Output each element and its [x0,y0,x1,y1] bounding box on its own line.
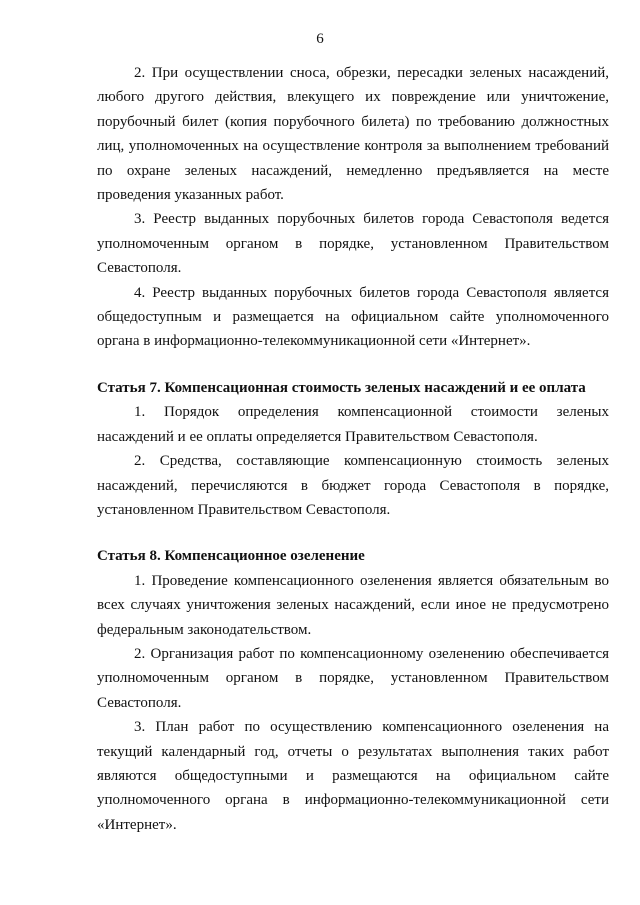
paragraph: 4. Реестр выданных порубочных билетов города Севастополя является общедоступным и размещается на официальном сайте уполномоченного органа в информационно-телекоммуникационной сети «Интернет». [97,284,609,350]
paragraph: 2. Организация работ по компенсационному озеленению обеспечивается уполномоченным органом в порядке, установленном Правительством Севастополя. [97,645,609,711]
paragraph: 1. Проведение компенсационного озеленения является обязательным во всех случаях уничтожения зеленых насаждений, если иное не предусмотрено федеральным законодательством. [97,572,609,638]
section-continuation [97,61,609,354]
article-heading: Статья 8. Компенсационное озеленение [97,548,365,565]
article-8 [97,544,609,837]
section-spacer [97,354,609,376]
paragraph: 2. Средства, составляющие компенсационную стоимость зеленых насаждений, перечисляются в бюджет города Севастополя в порядке, установленном Правительством Севастополя. [97,453,609,518]
article-7 [97,376,609,522]
paragraph: 2. При осуществлении сноса, обрезки, пересадки зеленых насаждений, любого другого действия, влекущего их повреждение или уничтожение, порубочный билет (копия порубочного билета) по требованию должностных лиц, уполномоченных на осуществление контроля за выполнением требований по охране зеленых насаждений, немедленно предъявляется на месте проведения указанных работ. [97,65,609,204]
paragraph: 1. Порядок определения компенсационной стоимости зеленых насаждений и ее оплаты определяется Правительством Севастополя. [97,404,609,445]
article-heading: Статья 7. Компенсационная стоимость зеленых насаждений и ее оплата [97,379,586,396]
paragraph: 3. Реестр выданных порубочных билетов города Севастополя ведется уполномоченным органом в порядке, установленном Правительством Севастополя. [97,211,609,277]
document-body [97,61,609,837]
page-number: 6 [316,31,324,47]
section-spacer [97,522,609,544]
paragraph: 3. План работ по осуществлению компенсационного озеленения на текущий календарный год, отчеты о результатах выполнения таких работ являются общедоступными и размещаются на официальном сайте уполномоченного органа в информационно-телекоммуникационной сети «Интернет». [97,719,609,833]
